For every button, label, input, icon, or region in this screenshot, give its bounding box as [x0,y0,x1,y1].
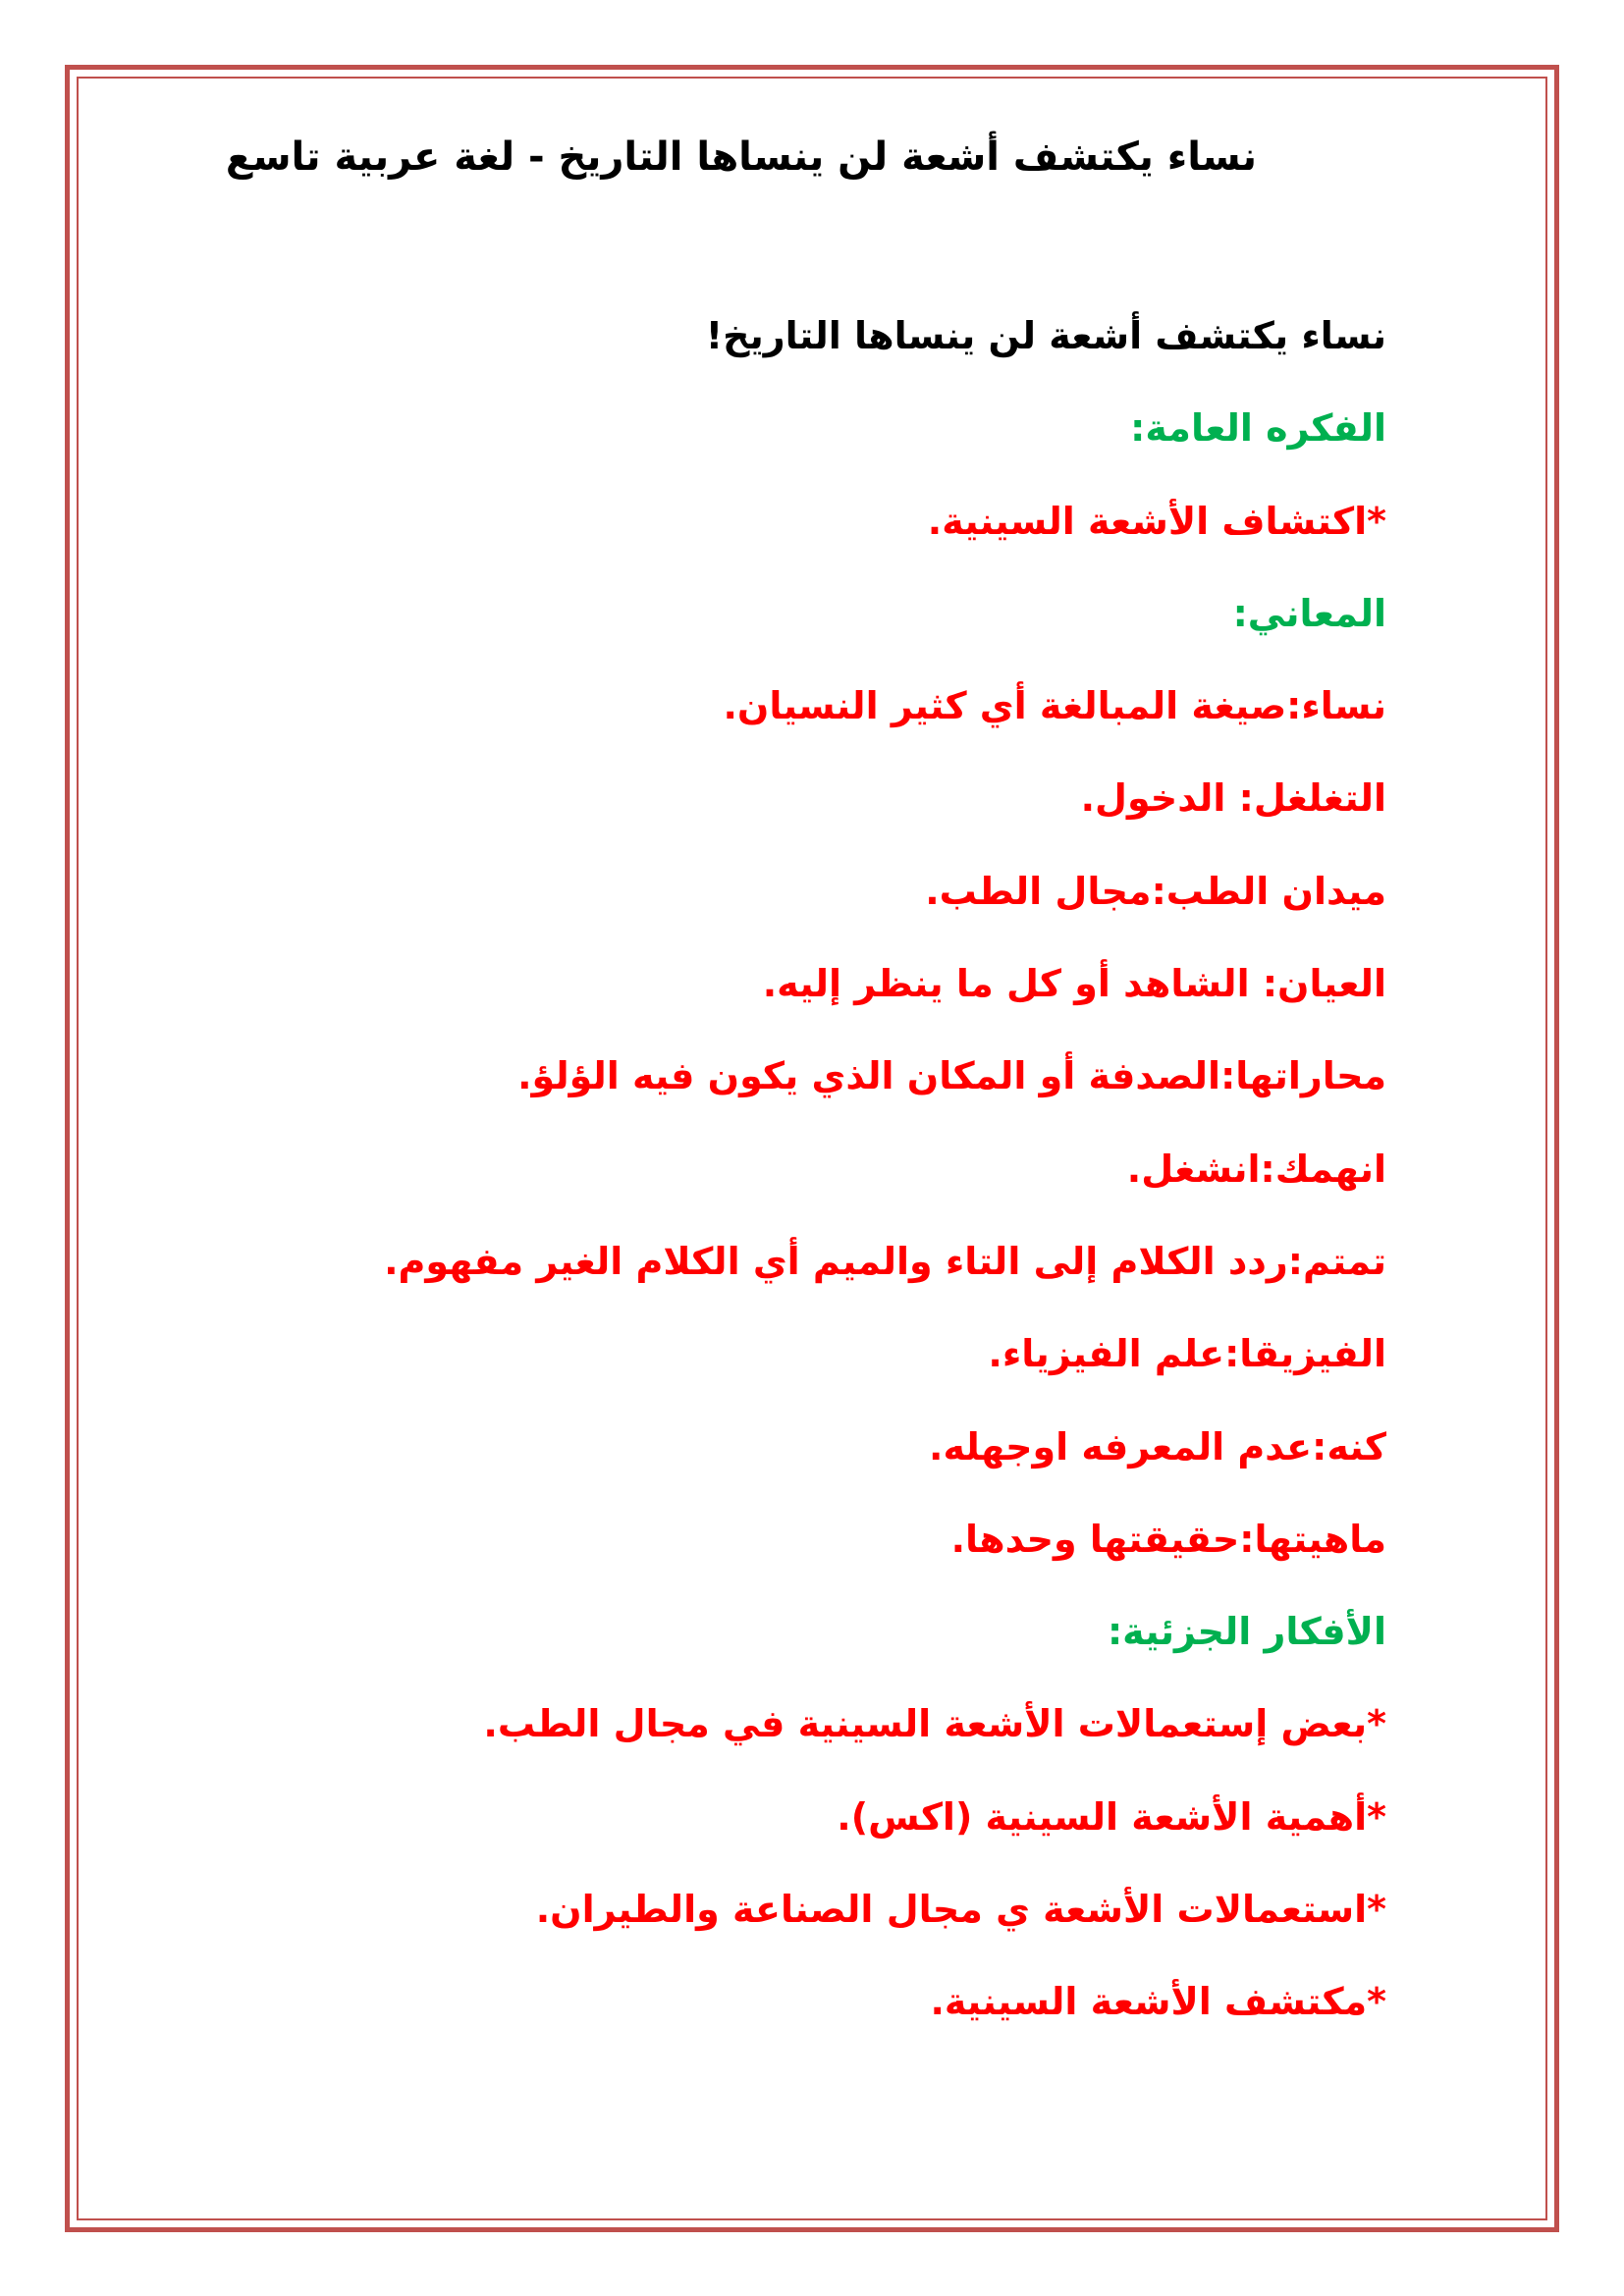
meaning-item: الفيزيقا:علم الفيزياء. [988,1332,1386,1376]
sub-idea-item: *مكتشف الأشعة السينية. [930,1980,1386,2024]
meanings-heading: المعاني: [1232,591,1386,635]
meaning-item: تمتم:ردد الكلام إلى التاء والميم أي الكلام الغير مفهوم. [384,1239,1386,1283]
meaning-item: كنه:عدم المعرفه اوجهله. [929,1424,1386,1468]
page-title: نساء يكتشف أشعة لن ينساها التاريخ - لغة عربية تاسع [225,134,1257,180]
meaning-item: نساء:صيغة المبالغة أي كثير النسيان. [723,684,1386,728]
general-idea-text: *اكتشاف الأشعة السينية. [927,499,1386,543]
sub-idea-item: *استعمالات الأشعة ي مجال الصناعة والطيران. [535,1888,1386,1932]
meaning-item: ماهيتها:حقيقتها وحدها. [950,1517,1386,1561]
meaning-item: محاراتها:الصدفة أو المكان الذي يكون فيه الؤلؤ. [517,1054,1386,1098]
document-body [228,306,1386,2065]
meaning-item: التغلغل: الدخول. [1080,776,1386,821]
meaning-item: ميدان الطب:مجال الطب. [925,869,1386,913]
document-title: نساء يكتشف أشعة لن ينساها التاريخ! [705,314,1386,357]
sub-idea-item: *بعض إستعمالات الأشعة السينية في مجال الطب. [483,1702,1386,1746]
sub-idea-item: *أهمية الأشعة السينية (اكس). [837,1794,1386,1839]
meaning-item: انهمك:انشغل. [1126,1147,1386,1191]
meaning-item: العيان: الشاهد أو كل ما ينظر إليه. [762,962,1386,1006]
general-idea-heading: الفكره العامة: [1130,406,1386,451]
sub-ideas-heading: الأفكار الجزئية: [1107,1610,1386,1654]
